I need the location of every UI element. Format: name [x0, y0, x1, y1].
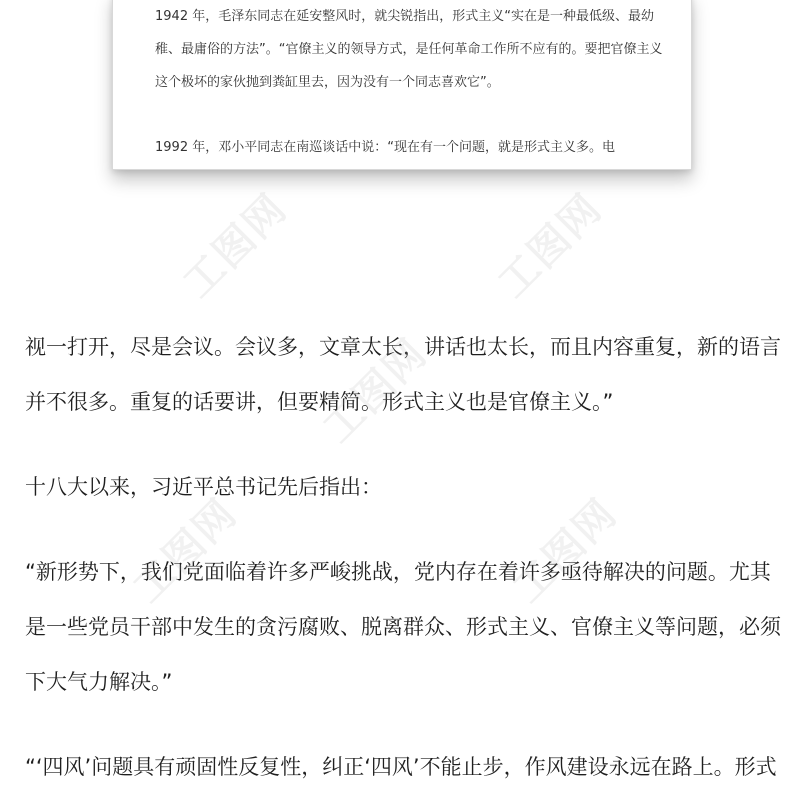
article-paragraph-4: “‘四风’问题具有顽固性反复性，纠正‘四风’不能止步，作风建设永远在路上。形式	[25, 755, 777, 779]
article-body	[25, 320, 785, 795]
article-paragraph-3: “新形势下，我们党面临着许多严峻挑战，党内存在着许多亟待解决的问题。尤其是一些党员干部中发生的贪污腐败、脱离群众、形式主义、官僚主义等问题，必须下大气力解决。”	[25, 560, 781, 694]
watermark-logo: 工图网	[314, 330, 437, 452]
watermark-logo: 工图网	[504, 490, 627, 612]
watermark-logo: 工图网	[124, 490, 247, 612]
card-paragraph-1992: 1992 年，邓小平同志在南巡谈话中说：“现在有一个问题，就是形式主义多。电	[155, 140, 615, 155]
article-paragraph-2: 十八大以来，习近平总书记先后指出：	[25, 475, 382, 499]
watermark-logo: 工图网	[174, 185, 297, 307]
article-paragraph-1: 视一打开，尽是会议。会议多，文章太长，讲话也太长，而且内容重复，新的语言并不很多。重复的话要讲，但要精简。形式主义也是官僚主义。”	[25, 335, 781, 414]
watermark-logo: 工图网	[489, 185, 612, 307]
document-card	[112, 0, 692, 170]
card-paragraph-1942: 1942 年，毛泽东同志在延安整风时，就尖锐指出，形式主义“实在是一种最低级、最幼稚、最庸俗的方法”。“官僚主义的领导方式，是任何革命工作所不应有的。要把官僚主义这个极坏的家伙抛到粪缸里去，因为没有一个同志喜欢它”。	[155, 9, 663, 90]
